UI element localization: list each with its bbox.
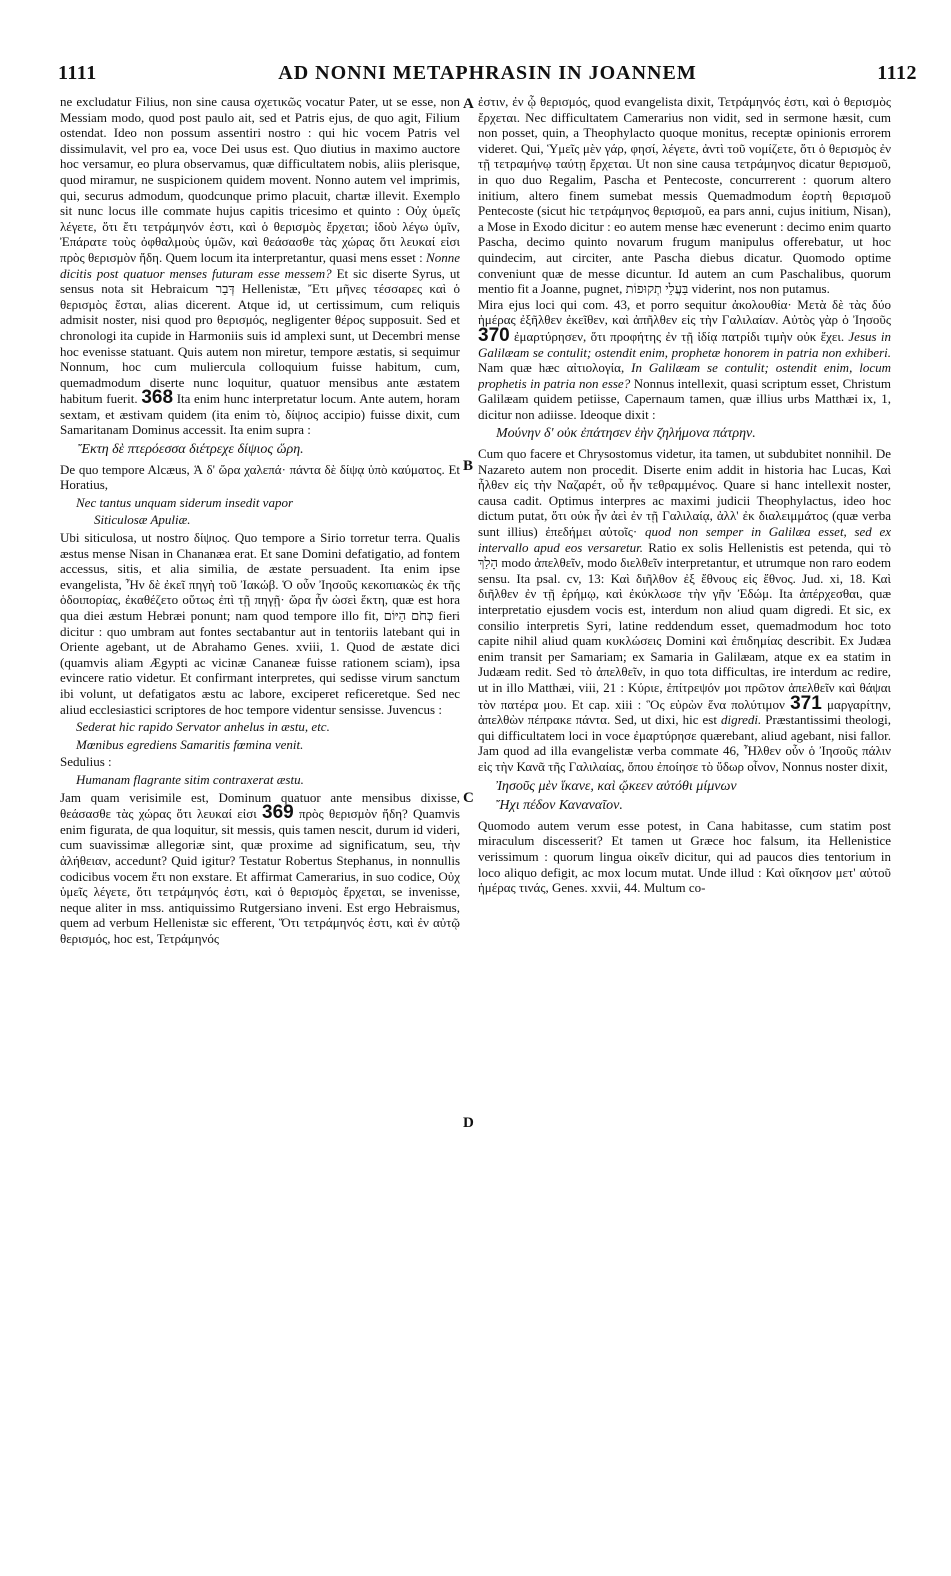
greek-verse: Μούνην δ' οὐκ ἐπάτησεν ἑὴν ζηλήμονα πάτρην.: [496, 426, 756, 442]
paragraph: ἐστιν, ἐν ᾧ θερισμός, quod evangelista dixit, Τετράμηνός ἐστι, καὶ ὁ θερισμὸς ἔρχεται. Nec difficultatem Camerarius non vidit, sed in sermone hæsit, cum non posset, quin, a Theophylacto quoque monitus, receptæ opinionis errorem videret. Qui, Ὑμεῖς μὲν γάρ, φησί, λέγετε, ἀντὶ τοῦ νομίζετε, ὅτι ὁ θερισμὸς ἐν τῇ τετραμήνῳ ταύτῃ ἔρχεται. Ut non sine causa τετράμηνος dicatur θερισμοῦ, in quo duo Regalim, Pascha et Pentecoste, concurrerent : quorum altero initium, altero finem sumebat messis Quemadmodum ἑορτὴ θερισμοῦ Pentecoste (sicut hic τετράμηνος θερισμοῦ, ea pars anni, cujus initium, Nisan), a Mose in Exodo dicitur : eo autem mense hæc evenerunt : decimo enim quarto Pascha, decimo quinto novarum frugum manipulus offerebatur, ut hoc quindecim, aut circiter, ante Pascha diebus dicatur. Quomodo optime conveniunt quæ de messe dicuntur. Id autem an cum Paschalibus, quorum mentio fit a Joanne, pugnet, בַּעֲלֵי תְקוּפוֹת viderint, nos non putamus.: [478, 94, 891, 297]
paragraph: Quomodo autem verum esse potest, in Cana habitasse, cum statim post miraculum discesserit? Et tamen ut Græce hoc falsum, ita Hellenistice verissimum : quorum lingua οἰκεῖν dicitur, qui ad paucos dies tentorium in loco aliquo defigit, ac mox locum mutat. Unde illud : Καὶ οἴκησον μετ' αὐτοῦ ἡμέρας τινάς, Genes. xxvii, 44. Multum co-: [478, 817, 891, 896]
right-column: [478, 94, 891, 1558]
greek-verse: Ἰησοῦς μὲν ἵκανε, καὶ ᾤκεεν αὐτόθι μίμνων: [496, 778, 737, 794]
page-number-left: 1111: [58, 62, 97, 84]
quotation: Sederat hic rapido Servator anhelus in æstu, etc.: [76, 719, 330, 735]
paragraph: Jam quam verisimile est, Dominum quatuor ante mensibus dixisse, θεάσασθε τὰς χώρας ὅτι λευκαί εἰσι 369 πρὸς θερισμὸν ἤδη? Quamvis enim figurata, de qua loquitur, sit messis, quis tamen nescit, durum id videri, cum suavissimæ allegoriæ sint, quæ proxime ad significatum, seu, τὴν ἀλήθειαν, accedunt? Quid igitur? Testatur Robertus Stephanus, in nonnullis codicibus vocem ἔτι non exstare. Et affirmat Camerarius, in suo codice, Οὐχ ὑμεῖς λέγετε, ὅτι τετράμηνός ἐστι, καὶ ὁ θερισμὸς ἔρχεται, se invenisse, neque aliter in mss. antiquissimo Rutgersiano inveni. Est ergo Hebraismus, quem ad verbum Hellenistæ sic efferent, Ὅτι τετράμηνός ἐστι, καὶ ἐν αὐτῷ θερισμός, hoc est, Τετράμηνός: [60, 789, 460, 946]
quotation: Nec tantus unquam siderum insedit vapor: [76, 494, 294, 510]
quotation: Siticulosæ Apuliæ.: [94, 512, 191, 528]
column-number: 371: [790, 692, 822, 714]
paragraph: Ubi siticulosa, ut nostro δίψιος. Quo tempore a Sirio torretur terra. Qualis æstus mense Nisan in Chananæa erat. Et sane Domini defatigatio, ad fontem accessus, sitis, et alia similia, de æstate persuadent. Ita enim ipse evangelista, Ἦν δὲ ἐκεῖ πηγὴ τοῦ Ἰακώβ. Ὁ οὖν Ἰησοῦς κεκοπιακὼς ἐκ τῆς ὁδοιπορίας, ἐκαθέζετο οὕτως ἐπὶ τῇ πηγῇ· ὥρα ἦν ὡσεὶ ἕκτη, quæ est hora qua diei æstum Hebræi ponunt; nam quod tempore illo fit, כְּחֹם הַיּוֹם fieri dicitur : quo umbram aut fontes sectabantur aut in tentoriis latebant qui in Oriente agebant, ut de Abrahamo Genes. xviii, 1. Quod de æstate dici (quamvis aliam Ægypti ac vicinæ Cananeæ fuisse rationem sciam), ipsa evincere ratio videtur. Et confirmant interpretes, qui sedisse virum sanctum ibi volunt, ut defatigatos æstu ac labore, exciperet reficeretque. Sed nec aliud ecclesiastici scriptores de hoc tempore videntur sensisse. Juvencus :: [60, 530, 460, 717]
paragraph: Mira ejus loci qui com. 43, et porro sequitur ἀκολουθία· Μετὰ δὲ τὰς δύο ἡμέρας ἐξῆλθεν ἐκεῖθεν, καὶ ἀπῆλθεν εἰς τὴν Γαλιλαίαν. Αὐτὸς γὰρ ὁ Ἰησοῦς 370 ἐμαρτύρησεν, ὅτι προφήτης ἐν τῇ ἰδίᾳ πατρίδι τιμὴν οὐκ ἔχει. Jesus in Galilæam se contulit; ostendit enim, prophetæ honorem in patria non exhiberi. Nam quæ hæc αἰτιολογία, In Galilæam se contulit; ostendit enim, locum prophetis in patria non esse? Nonnus intellexit, quasi scriptum esset, Christum Galilæam quidem petiisse, Capernaum tamen, quæ illius urbs Matthæi ix, 1, dicitur non adiisse. Ideoque dixit :: [478, 296, 891, 422]
quotation: Mœnibus egrediens Samaritis fœmina venit.: [76, 736, 304, 752]
section-marker-a: A: [463, 96, 474, 112]
page-number-right: 1112: [877, 62, 917, 84]
paragraph: ne excludatur Filius, non sine causa σχετικῶς vocatur Pater, ut se esse, non Messiam modo, quod post paulo ait, sed et Patris ejus, de quo agit, Filium ostendat. Ideo non possum assentiri nostro : qui hic vocem Patris vel dissimulavit, vel pro ea, voce Dei usus est. Quo diutius in maximo auctore hoc versamur, eo plura observamus, quæ difficultatem nobis, aliis plerisque, quod miramur, ne suspicionem quidem movent. Nonno autem vel imprimis, qui, securus admodum, quodcunque primo placuit, chartæ illevit. Exemplo sit nunc locus ille commate hujus capitis tricesimo et quinto : Οὐχ ὑμεῖς λέγετε, ὅτι ἔτι τετράμηνόν ἐστι, καὶ ὁ θερισμὸς ἔρχεται; ἰδοὺ λέγω ὑμῖν, Ἐπάρατε τοὺς ὀφθαλμοὺς ὑμῶν, καὶ θεάσασθε τὰς χώρας ὅτι λευκαί εἰσι πρὸς θερισμὸν ἤδη. Quem locum ita interpretantur, quasi mens esset : Nonne dicitis post quatuor menses futuram esse messem? Et sic diserte Syrus, ut sensus nota sit Hebraicum דְּבַר Hellenistæ, Ἔτι μῆνες τέσσαρες καὶ ὁ θερισμὸς ἔσται, alias dicerent. Atque id, ut certissimum, cum reliquis admisit noster, nisi quod pro θερισμός, negligenter θέρος supposuit. Sed et chronologi ita cupide in Harmoniis suis id amplexi sunt, ut Decembri mense hoc evenisse statuant. Quis autem non miretur, tempore æstatis, si sequimur Nonnum, hoc cum muliercula colloquium fuisse habitum, cum, quemadmodum diserte nunc loquitur, quatuor mensibus ante æstatem habitum fuerit. 368 Ita enim hunc interpretatur locum. Ante autem, horam sextam, et æstivam quidem (ita enim τὸ, δίψιος accipio) fuisse dixit, cum Samaritanam Dominus accessit. Ita enim supra :: [60, 94, 460, 438]
running-header: [58, 62, 917, 88]
section-marker-d: D: [463, 1115, 474, 1131]
left-column: [60, 94, 460, 1558]
paragraph: Sedulius :: [60, 754, 112, 770]
greek-verse: Ἔκτη δὲ πτερόεσσα διέτρεχε δίψιος ὥρη.: [78, 442, 304, 458]
greek-verse: Ἤχι πέδον Καναναῖον.: [496, 798, 623, 814]
column-number: 370: [478, 324, 510, 346]
column-number: 368: [141, 387, 174, 409]
column-number: 369: [262, 802, 294, 824]
running-title: AD NONNI METAPHRASIN IN JOANNEM: [278, 62, 697, 84]
paragraph: De quo tempore Alcæus, Ἁ δ' ὥρα χαλεπά· πάντα δὲ δίψᾳ ὑπὸ καύματος. Et Horatius,: [60, 461, 460, 493]
section-marker-c: C: [463, 790, 474, 806]
section-marker-b: B: [463, 458, 474, 474]
quotation: Humanam flagrante sitim contraxerat æstu.: [76, 771, 304, 787]
paragraph: Cum quo facere et Chrysostomus videtur, ita tamen, ut subdubitet nonnihil. De Nazareto autem non procedit. Diserte enim addit in historia hac Lucas, Καὶ ἦλθεν εἰς τὴν Ναζαρέτ, οὗ ἦν τεθραμμένος. Quare si hanc intellexit noster, causa cadit. Optimus interpres ac maximi judicii Theophylactus, ideo hoc dictum putat, ὅτι οὐκ ἦν ἀεὶ ἐν τῇ Γαλιλαίᾳ, ἀλλ' ἐκ διαλειμμάτος (quæ verba sunt illius) ἐπεδήμει αὐτοῖς· quod non semper in Galilæa esset, sed ex intervallo apud eos versaretur. Ratio ex solis Hellenistis est petenda, qui τὸ הָלַךְ modo ἀπελθεῖν, modo διελθεῖν interpretantur, et utrumque non raro eodem sensu. Ita psal. cv, 13: Καὶ διῆλθον ἐξ ἔθνους εἰς ἔθνος. Jud. xi, 18. Καὶ διῆλθεν ἐν τῇ ἐρήμῳ, καὶ ἐκύκλωσε τὴν γῆν Ἐδώμ. Ita ἀπέρχεσθαι, quæ interpretatio ejusdem vocis est, interdum non aliud quam digredi. Et sic, ex consilio interpretis Syri, latine reddendum esset, quemadmodum hoc toto capite nihil aliud quam κυκλώσεις Domini καὶ ἐπιδημίας describit. Ex Judæa enim transit per Samariam; ex Samaria in Galilæam, atque ex ea statim in Judæam redit. Sed τὸ ἀπελθεῖν, in quo tota difficultas, ire interdum ac redire, ut in illo Matthæi, viii, 21 : Κύριε, ἐπίτρεψόν μοι πρῶτον ἀπελθεῖν καὶ θάψαι τὸν πατέρα μου. Et cap. xiii : Ὃς εὑρὼν ἕνα πολύτιμον 371 μαργαρίτην, ἀπελθὼν πέπρακε πάντα. Sed, ut dixi, hic est digredi. Præstantissimi theologi, qui difficultatem loci in voce ἐμαρτύρησε quærebant, aliud agebant, nisi fallor. Jam quod ad illa evangelistæ verba commate 46, Ἦλθεν οὖν ὁ Ἰησοῦς πάλιν εἰς τὴν Κανᾶ τῆς Γαλιλαίας, ὅπου ἐποίησε τὸ ὕδωρ οἶνον, Nonnus noster dixit,: [478, 446, 891, 774]
